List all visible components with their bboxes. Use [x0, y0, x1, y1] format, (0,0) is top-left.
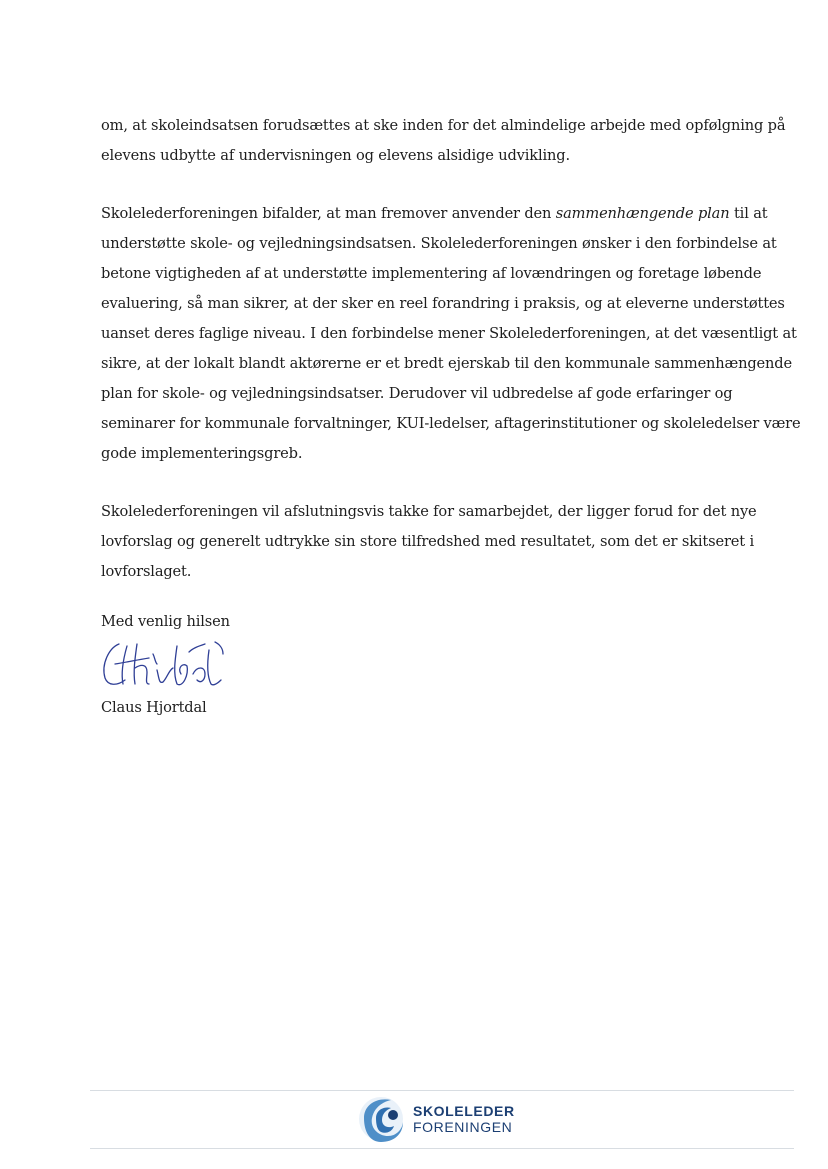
text-line: sikre, at der lokalt blandt aktørerne er et bredt ejerskab til den kommunale sammenhængende: [101, 355, 792, 372]
text-line: lovforslag og generelt udtrykke sin store tilfredshed med resultatet, som det er skitseret i: [101, 533, 754, 550]
text-line: elevens udbytte af undervisningen og elevens alsidige udvikling.: [101, 147, 570, 164]
footer-divider: [90, 1148, 794, 1149]
footer-divider: [90, 1090, 794, 1091]
text-segment: Skolelederforeningen bifalder, at man fremover anvender den: [101, 205, 556, 222]
organization-logo: [356, 1094, 526, 1144]
text-line: gode implementeringsgreb.: [101, 445, 303, 462]
text-line: lovforslaget.: [101, 563, 192, 580]
paragraph-coherent-plan: [101, 199, 801, 469]
text-line: Skolelederforeningen vil afslutningsvis takke for samarbejdet, der ligger forud for det nye: [101, 503, 757, 520]
signer-name: Claus Hjortdal: [101, 699, 207, 716]
text-line: betone vigtigheden af at understøtte implementering af lovændringen og foretage løbende: [101, 265, 762, 282]
text-line: seminarer for kommunale forvaltninger, KUI-ledelser, aftagerinstitutioner og skoleledelser være: [101, 415, 801, 432]
paragraph-closing-remark: [101, 111, 791, 171]
text-line: [101, 199, 791, 229]
logo-line-2: FORENINGEN: [413, 1119, 513, 1135]
closing-greeting: Med venlig hilsen: [101, 613, 230, 630]
text-segment: til at: [729, 205, 768, 222]
handwritten-signature: [97, 634, 227, 692]
text-line: evaluering, så man sikrer, at der sker en reel forandring i praksis, og at eleverne understøttes: [101, 295, 785, 312]
emphasis-text: sammenhængende plan: [555, 205, 730, 222]
text-line: uanset deres faglige niveau. I den forbindelse mener Skolelederforeningen, at det væsentligt at: [101, 325, 797, 342]
text-line: understøtte skole- og vejledningsindsatsen. Skolelederforeningen ønsker i den forbindelse at: [101, 235, 777, 252]
logo-line-1: SKOLELEDER: [413, 1103, 515, 1119]
logo-swirl-icon: [356, 1094, 406, 1144]
text-line: plan for skole- og vejledningsindsatser. Derudover vil udbredelse af gode erfaringer og: [101, 385, 733, 402]
logo-wordmark: [413, 1103, 515, 1135]
paragraph-thanks: [101, 497, 791, 587]
text-line: om, at skoleindsatsen forudsættes at ske inden for det almindelige arbejde med opfølgning på: [101, 117, 786, 134]
